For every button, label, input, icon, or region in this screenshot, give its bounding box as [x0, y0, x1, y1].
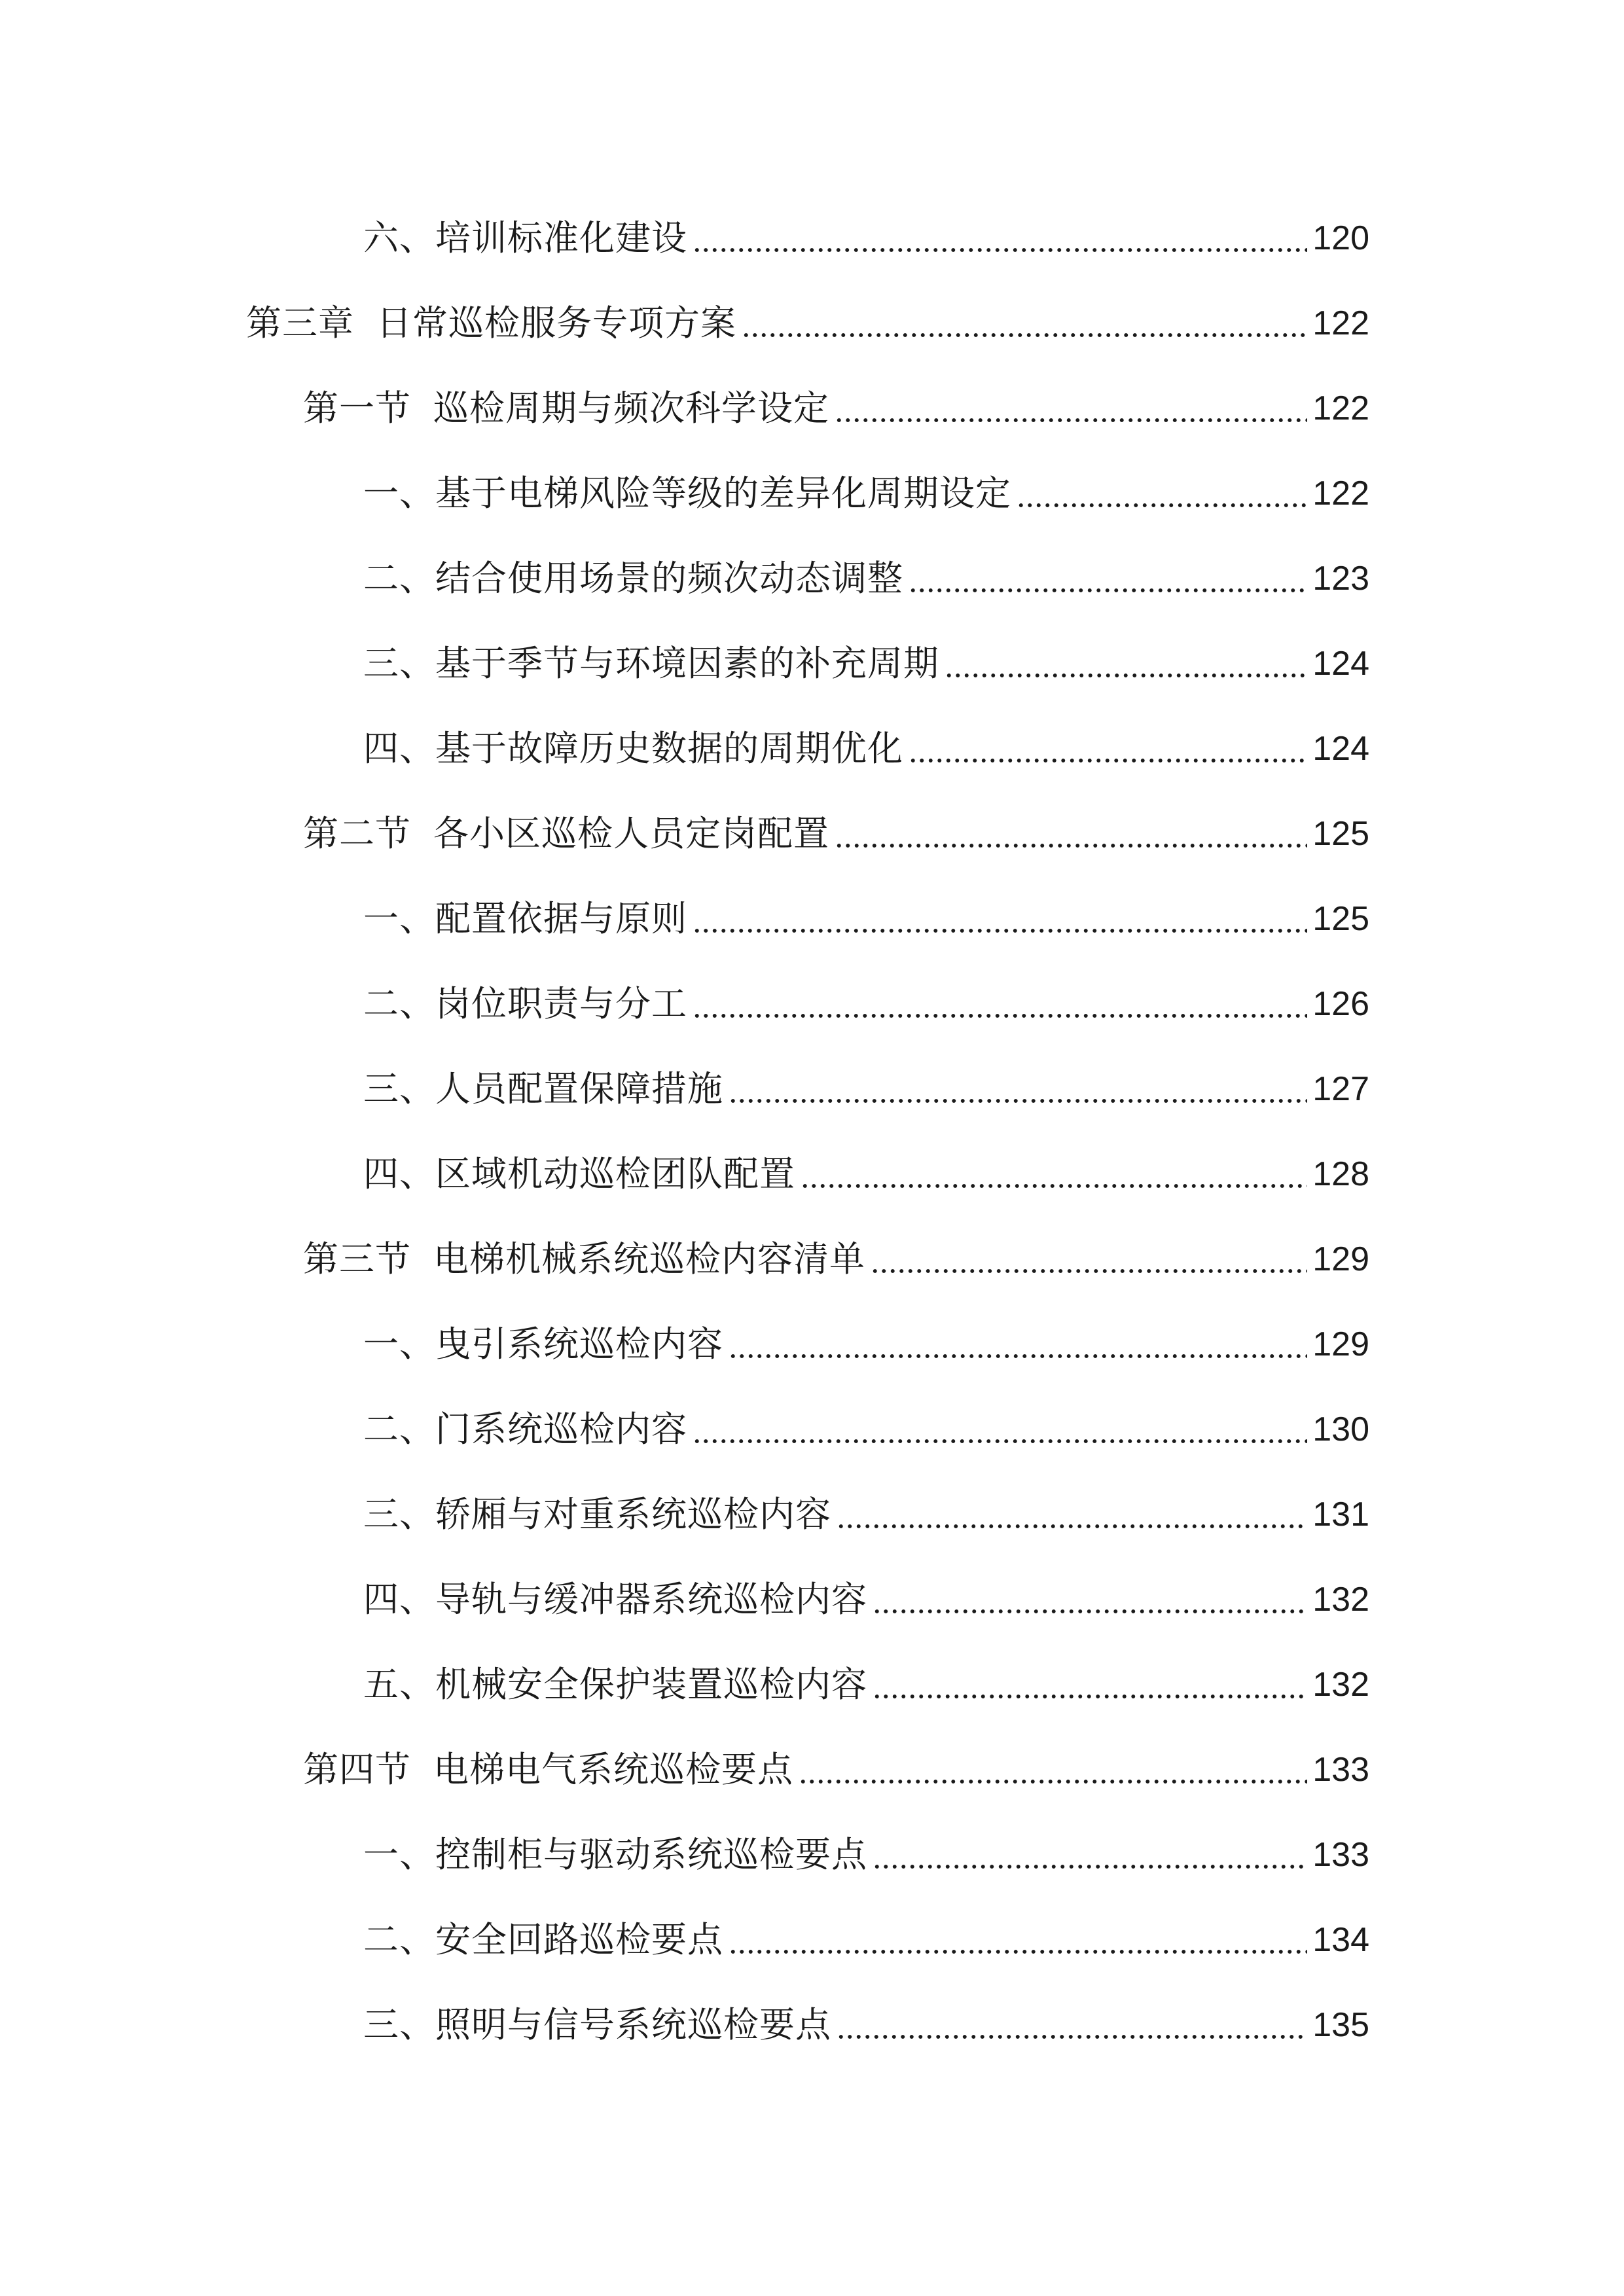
- toc-entry-title: 一、基于电梯风险等级的差异化周期设定: [363, 473, 1011, 514]
- toc-page-number: 133: [1312, 1751, 1369, 1789]
- toc-entry-title: 三、人员配置保障措施: [363, 1068, 723, 1109]
- toc-entry-title: 一、曳引系统巡检内容: [363, 1323, 723, 1365]
- toc-entry[interactable]: [363, 1485, 1369, 1544]
- toc-entry[interactable]: [303, 1230, 1369, 1289]
- toc-page-number: 130: [1312, 1410, 1369, 1448]
- toc-entry[interactable]: [363, 634, 1369, 693]
- dot-leader: [693, 928, 1307, 933]
- dot-leader: [693, 1013, 1307, 1018]
- dot-leader: [799, 1779, 1307, 1784]
- toc-entry[interactable]: [363, 719, 1369, 778]
- toc-entry-title: 二、岗位职责与分工: [363, 983, 687, 1024]
- toc-entry[interactable]: [303, 1740, 1369, 1799]
- toc-entry-title: 四、导轨与缓冲器系统巡检内容: [363, 1579, 867, 1620]
- dot-leader: [742, 332, 1307, 338]
- toc-entry[interactable]: [363, 1825, 1369, 1884]
- toc-page-number: 129: [1312, 1240, 1369, 1278]
- toc-entry-title: 五、机械安全保护装置巡检内容: [363, 1664, 867, 1705]
- toc-entry[interactable]: [246, 294, 1369, 353]
- toc-entry[interactable]: [363, 1570, 1369, 1629]
- toc-entry-title: 第二节 各小区巡检人员定岗配置: [303, 813, 829, 854]
- toc-entry-title: 三、照明与信号系统巡检要点: [363, 2004, 831, 2045]
- toc-page-number: 135: [1312, 2006, 1369, 2044]
- toc-page-number: 131: [1312, 1496, 1369, 1534]
- toc-entry[interactable]: [363, 1910, 1369, 1969]
- toc-entry[interactable]: [363, 1655, 1369, 1714]
- dot-leader: [945, 673, 1307, 678]
- toc-entry[interactable]: [363, 1996, 1369, 2054]
- dot-leader: [837, 1524, 1307, 1529]
- dot-leader: [1017, 503, 1307, 508]
- toc-entry[interactable]: [363, 1400, 1369, 1459]
- dot-leader: [873, 1694, 1307, 1699]
- toc-entry[interactable]: [363, 889, 1369, 948]
- toc-entry[interactable]: [303, 804, 1369, 863]
- dot-leader: [729, 1949, 1307, 1954]
- toc-entry[interactable]: [303, 379, 1369, 438]
- dot-leader: [873, 1864, 1307, 1869]
- dot-leader: [729, 1354, 1307, 1359]
- toc-page-number: 120: [1312, 219, 1369, 257]
- dot-leader: [871, 1268, 1307, 1274]
- dot-leader: [693, 247, 1307, 253]
- toc-entry-title: 一、配置依据与原则: [363, 898, 687, 939]
- toc-page-number: 129: [1312, 1325, 1369, 1363]
- toc-page-number: 132: [1312, 1581, 1369, 1619]
- toc-entry-title: 一、控制柜与驱动系统巡检要点: [363, 1834, 867, 1875]
- toc-page-number: 128: [1312, 1155, 1369, 1193]
- toc-entry[interactable]: [363, 549, 1369, 608]
- toc-entry[interactable]: [363, 464, 1369, 523]
- toc-page-number: 125: [1312, 815, 1369, 853]
- toc-entry-title: 第三节 电梯机械系统巡检内容清单: [303, 1238, 865, 1280]
- toc-page-number: 126: [1312, 985, 1369, 1023]
- dot-leader: [729, 1098, 1307, 1103]
- toc-entry[interactable]: [363, 1315, 1369, 1374]
- toc-entry-title: 六、培训标准化建设: [363, 217, 687, 259]
- toc-entry-title: 第三章 日常巡检服务专项方案: [246, 302, 736, 344]
- toc-page-number: 133: [1312, 1836, 1369, 1874]
- toc-page-number: 134: [1312, 1921, 1369, 1959]
- dot-leader: [909, 758, 1307, 763]
- toc-entry[interactable]: [363, 1145, 1369, 1204]
- dot-leader: [835, 418, 1307, 423]
- dot-leader: [873, 1609, 1307, 1614]
- toc-entry-title: 二、结合使用场景的频次动态调整: [363, 558, 903, 599]
- toc-entry-title: 四、基于故障历史数据的周期优化: [363, 728, 903, 769]
- toc-page-number: 132: [1312, 1666, 1369, 1704]
- toc-page-number: 122: [1312, 389, 1369, 427]
- toc-entry-title: 第四节 电梯电气系统巡检要点: [303, 1749, 793, 1790]
- toc-page-number: 122: [1312, 475, 1369, 512]
- dot-leader: [801, 1183, 1307, 1189]
- toc-entry[interactable]: [363, 1060, 1369, 1119]
- dot-leader: [909, 588, 1307, 593]
- toc-entry-title: 三、基于季节与环境因素的补充周期: [363, 643, 939, 684]
- toc-entry-title: 三、轿厢与对重系统巡检内容: [363, 1494, 831, 1535]
- toc-page-number: 125: [1312, 900, 1369, 938]
- toc-entry[interactable]: [363, 975, 1369, 1033]
- toc-page-number: 124: [1312, 730, 1369, 768]
- toc-page-number: 123: [1312, 560, 1369, 598]
- toc-entry-title: 二、门系统巡检内容: [363, 1408, 687, 1450]
- dot-leader: [837, 2034, 1307, 2039]
- toc-entry-title: 二、安全回路巡检要点: [363, 1919, 723, 1960]
- dot-leader: [835, 843, 1307, 848]
- toc-entry[interactable]: [363, 209, 1369, 268]
- toc-page-number: 124: [1312, 645, 1369, 683]
- toc-page-number: 122: [1312, 304, 1369, 342]
- toc-entry-title: 第一节 巡检周期与频次科学设定: [303, 387, 829, 429]
- dot-leader: [693, 1439, 1307, 1444]
- toc-page-number: 127: [1312, 1070, 1369, 1108]
- toc-entry-title: 四、区域机动巡检团队配置: [363, 1153, 795, 1194]
